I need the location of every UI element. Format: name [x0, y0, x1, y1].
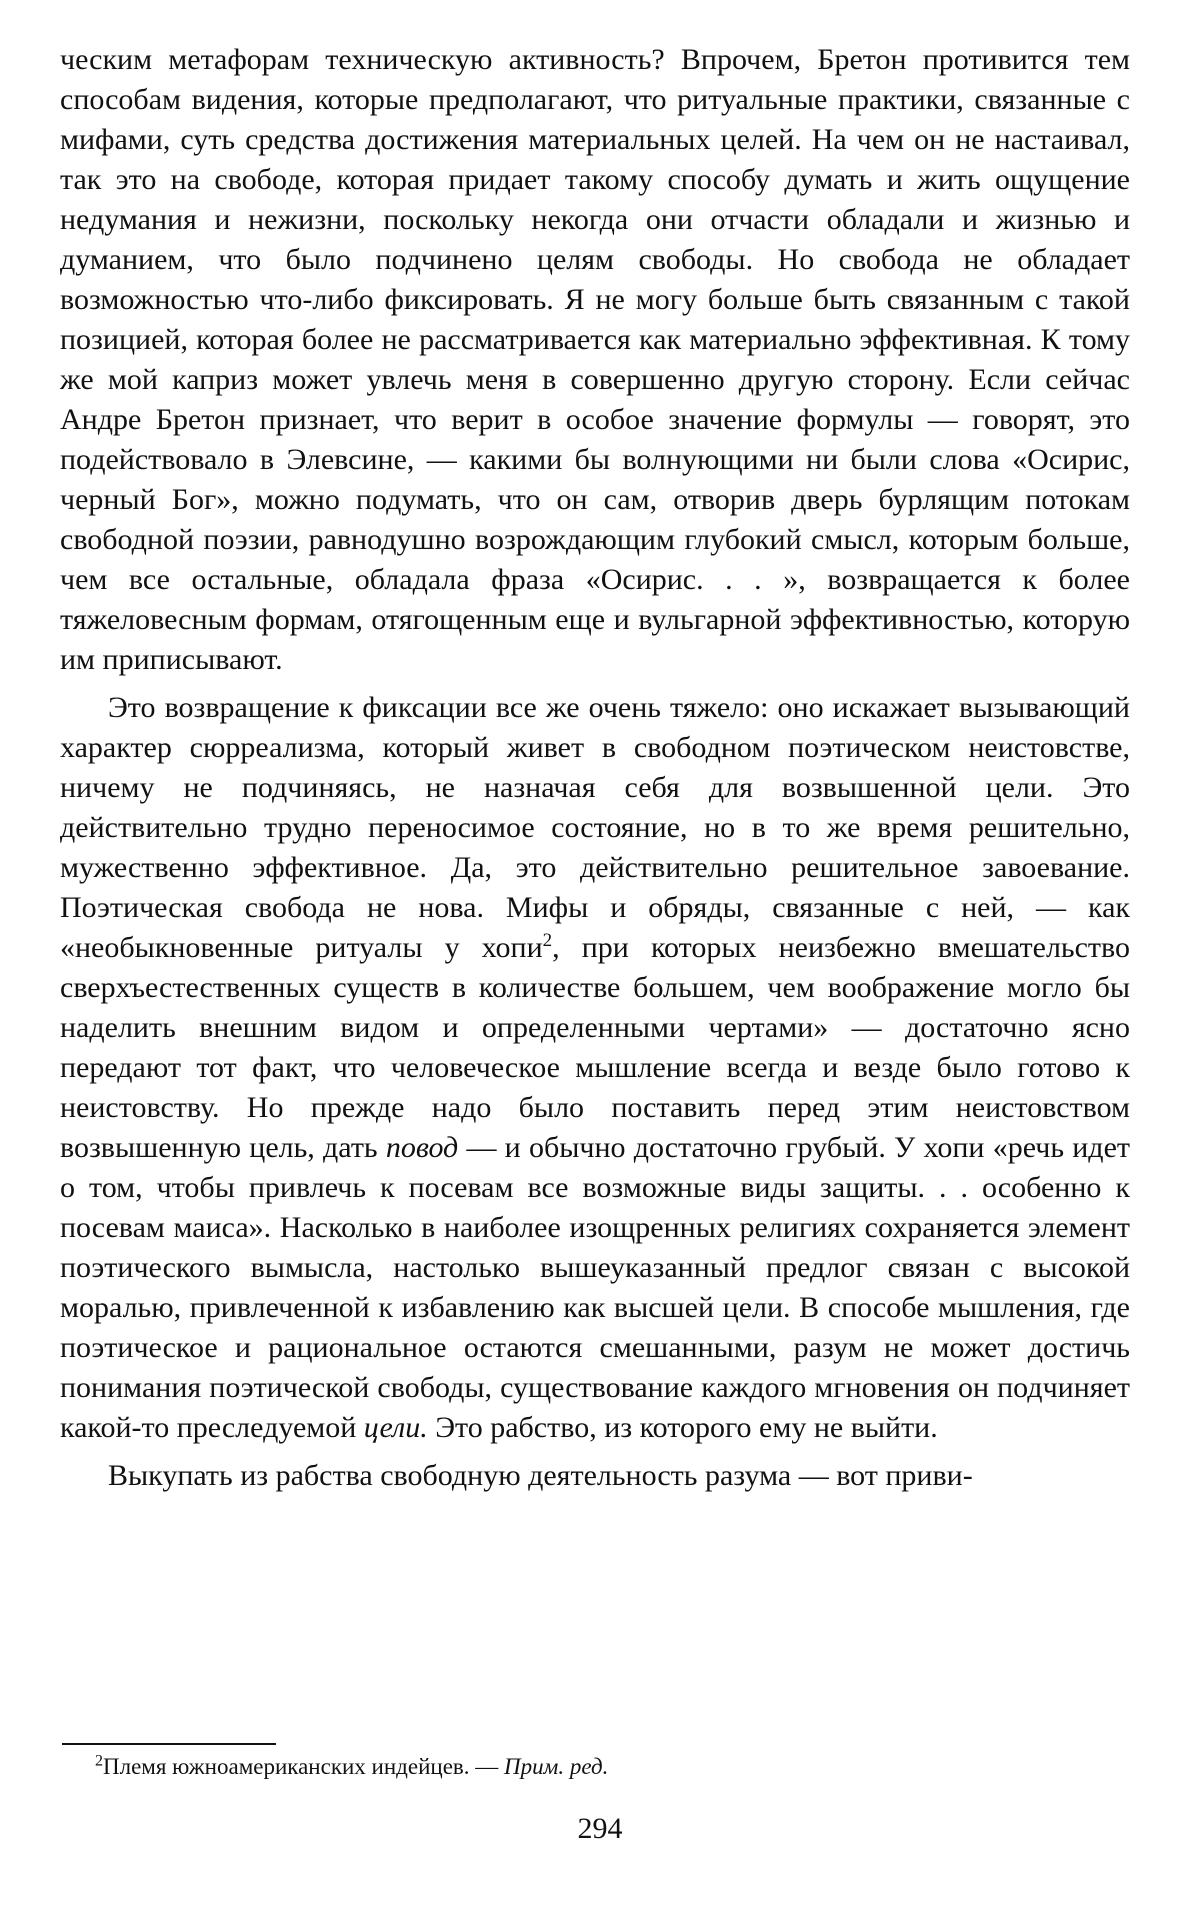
paragraph-2: [60, 688, 1130, 1448]
paragraph-2-text-d: Это рабство, из которого ему не выйти.: [427, 1411, 938, 1444]
emphasis-povod: повод: [385, 1131, 459, 1164]
page-body: [60, 40, 1130, 1496]
page-number: 294: [577, 1812, 623, 1845]
footnote-divider: [62, 1743, 276, 1745]
footnote-ref: 2: [542, 930, 553, 951]
emphasis-tseli: цели.: [363, 1411, 428, 1444]
paragraph-2-text-c: — и обычно достаточно грубый. У хопи «речь идет о том, чтобы привлечь к посевам все возможные виды защиты. . . особенно к посевам маиса». Насколько в наиболее изощренных религиях сохраняется элемент поэтического вымысла, настолько вышеуказанный предлог связан с высокой моралью, привлеченной к избавлению как высшей цели. В способе мышления, где поэтическое и рациональное остаются смешанными, разум не может достичь понимания поэтической свободы, существование каждого мгновения он подчиняет какой-то преследуемой: [60, 1131, 1130, 1444]
paragraph-2-text-a: Это возвращение к фиксации все же очень тяжело: оно искажает вызывающий характер сюрреализма, который живет в свободном поэтическом неистовстве, ничему не подчиняясь, не назначая себя для возвышенной цели. Это действительно трудно переносимое состояние, но в то же время решительно, мужественно эффективное. Да, это действительно решительное завоевание. Поэтическая свобода не нова. Мифы и обряды, связанные с ней, — как «необыкновенные ритуалы у хопи: [60, 691, 1130, 964]
footnote-text: Племя южноамериканских индейцев. —: [103, 1754, 505, 1779]
footnote: [95, 1752, 608, 1782]
paragraph-2-text-b: , при которых неизбежно вмешательство сверхъестественных существ в количестве большем, чем воображение могло бы наделить внешним видом и определенными чертами» — достаточно ясно передают тот факт, что человеческое мышление всегда и везде было готово к неистовству. Но прежде надо было поставить перед этим неистовством возвышенную цель, дать: [60, 931, 1130, 1164]
paragraph-3: Выкупать из рабства свободную деятельность разума — вот приви-: [108, 1459, 973, 1492]
footnote-editor-note: Прим. ред.: [504, 1754, 609, 1779]
paragraph-1: ческим метафорам техническую активность? Впрочем, Бретон противится тем способам видения, которые предполагают, что ритуальные практики, связанные с мифами, суть средства достижения материальных целей. На чем он не настаивал, так это на свободе, которая придает такому способу думать и жить ощущение недумания и нежизни, поскольку некогда они отчасти обладали и жизнью и думанием, что было подчинено целям свободы. Но свобода не обладает возможностью что-либо фиксировать. Я не могу больше быть связанным с такой позицией, которая более не рассматривается как материально эффективная. К тому же мой каприз может увлечь меня в совершенно другую сторону. Если сейчас Андре Бретон признает, что верит в особое значение формулы — говорят, это подействовало в Элевсине, — какими бы волнующими ни были слова «Осирис, черный Бог», можно подумать, что он сам, отворив дверь бурлящим потокам свободной поэзии, равнодушно возрождающим глубокий смысл, которым больше, чем все остальные, обладала фраза «Осирис. . . », возвращается к более тяжеловесным формам, отягощенным еще и вульгарной эффективностью, которую им приписывают.: [60, 43, 1130, 676]
footnote-marker: 2: [95, 1752, 103, 1770]
